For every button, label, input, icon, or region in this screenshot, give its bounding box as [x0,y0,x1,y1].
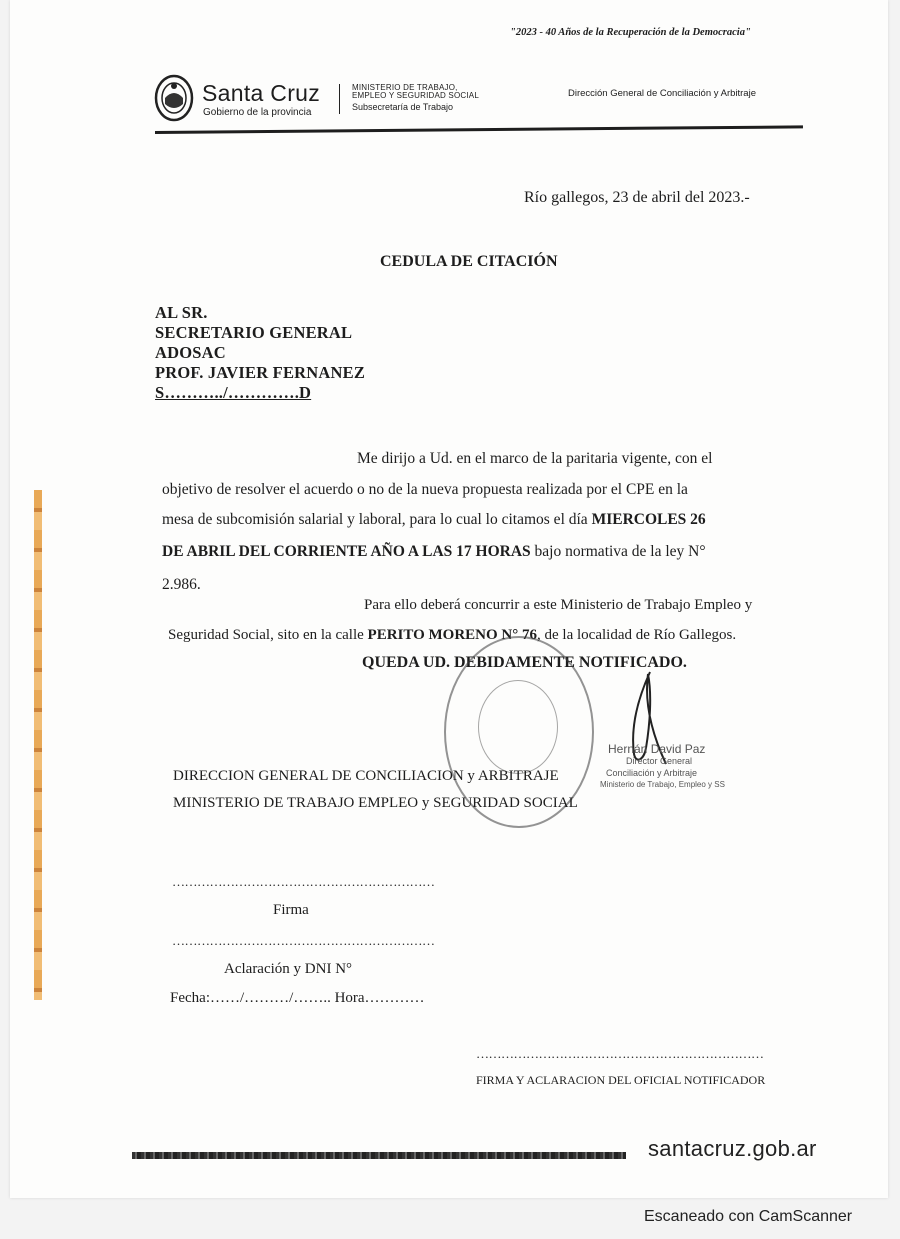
issuer-direction: DIRECCION GENERAL DE CONCILIACION y ARBITRAJE [173,768,559,784]
meeting-day: MIERCOLES 26 [591,511,706,528]
document-title: CEDULA DE CITACIÓN [380,253,558,270]
body-text: Seguridad Social, sito en la calle [168,627,368,643]
body-line [162,543,706,561]
footer-bar [132,1152,626,1159]
body-text: mesa de subcomisión salarial y laboral, para lo cual lo citamos el día [162,511,592,528]
official-name: Hernán David Paz [608,742,706,756]
body-text: bajo normativa de la ley N° [530,543,706,560]
ministry-line-2: EMPLEO Y SEGURIDAD SOCIAL [352,91,479,100]
issuer-ministry: MINISTERIO DE TRABAJO EMPLEO y SEGURIDAD SOCIAL [173,795,578,811]
provincial-shield-icon [154,74,194,122]
official-office: Conciliación y Arbitraje [606,768,698,778]
body-line: objetivo de resolver el acuerdo o no de la nueva propuesta realizada por el CPE en la [162,481,688,498]
page-edge-mark [34,490,42,1000]
header-separator [339,84,340,114]
body-text: , de la localidad de Río Gallegos. [537,627,737,643]
firma-label: Firma [273,902,309,918]
addressee-line: SECRETARIO GENERAL [155,323,353,342]
document-date: Río gallegos, 23 de abril del 2023.- [524,189,750,206]
website-link: santacruz.gob.ar [648,1136,817,1161]
officer-signature-line: …………………………………………………………… [476,1046,764,1061]
clarification-line: ……………………………………………………… [172,933,435,948]
body-line: Para ello deberá concurrir a este Ministerio de Trabajo Empleo y [364,597,753,613]
ministry-line-1: MINISTERIO DE TRABAJO, [352,83,458,92]
scanner-watermark: Escaneado con CamScanner [644,1208,853,1225]
body-line [168,627,736,644]
fecha-hora-field: Fecha:……/………/…….. Hora………… [170,990,425,1006]
signature-line: ……………………………………………………… [172,874,435,889]
motto: "2023 - 40 Años de la Recuperación de la Democracia" [510,27,751,38]
addressee-line: PROF. JAVIER FERNANEZ [155,363,366,382]
official-title: Director General [626,756,693,766]
officer-label: FIRMA Y ACLARACION DEL OFICIAL NOTIFICADOR [476,1073,766,1087]
official-seal-emblem [478,680,558,774]
body-line [162,511,706,529]
brand-name: Santa Cruz [202,80,321,106]
addressee-line: S………../………….D [155,383,312,402]
body-line: Me dirijo a Ud. en el marco de la paritaria vigente, con el [357,450,713,467]
official-ministry: Ministerio de Trabajo, Empleo y SS [600,780,725,789]
addressee-line: ADOSAC [155,343,226,362]
aclaracion-label: Aclaración y DNI N° [224,961,353,977]
direction-label: Dirección General de Conciliación y Arbitraje [568,88,756,99]
address-street: PERITO MORENO N° 76 [367,627,538,643]
meeting-time: DE ABRIL DEL CORRIENTE AÑO A LAS 17 HORAS [162,543,531,560]
ministry-line-3: Subsecretaría de Trabajo [352,102,454,112]
notification-notice: QUEDA UD. DEBIDAMENTE NOTIFICADO. [362,654,687,671]
addressee-line: AL SR. [155,303,208,322]
brand-subtitle: Gobierno de la provincia [203,107,312,118]
law-number: 2.986. [162,576,201,593]
